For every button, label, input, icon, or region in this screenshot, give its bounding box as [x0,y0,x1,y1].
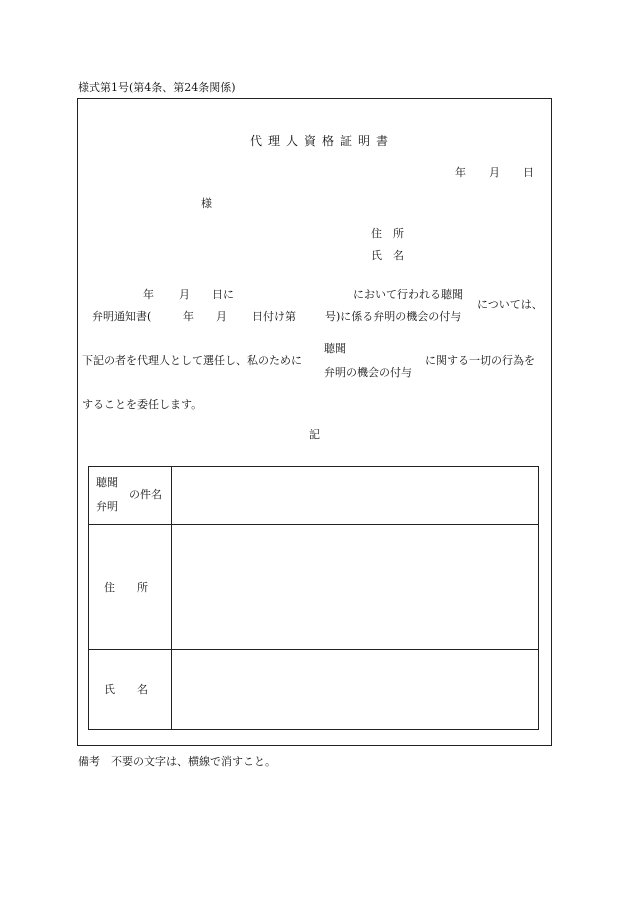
table-subject-opt1: 聴聞 [96,476,118,489]
applicant-address-label: 住 所 [371,227,404,240]
table-address-label: 住 所 [104,581,148,594]
body-line1-right: については、 [477,298,543,311]
table-row-divider [89,649,538,650]
body-line3-b: に関する一切の行為を [425,354,535,367]
date-year: 年 [455,166,466,179]
date-month: 月 [489,166,500,179]
table-subject-suffix: の件名 [129,488,162,501]
body-line3-opt1: 聴聞 [324,342,346,355]
body-line2-a: 弁明通知書( [92,310,152,323]
table-subject-opt2: 弁明 [96,500,118,513]
table-column-divider [171,467,172,729]
table-row-divider [89,524,538,525]
applicant-name-label: 氏 名 [371,249,404,262]
body-line1-year: 年 [143,288,154,301]
date-day: 日 [523,166,534,179]
body-line2-dated: 日付け第 [252,310,296,323]
remarks: 備考 不要の文字は、横線で消すこと。 [78,755,276,768]
agent-table [88,466,539,730]
body-line1-mid: において行われる聴聞 [353,288,463,301]
body-line3-opt2: 弁明の機会の付与 [324,366,412,379]
ki-heading: 記 [309,428,320,441]
body-line2-month: 月 [216,310,227,323]
table-name-label: 氏 名 [104,683,148,696]
form-label: 様式第1号(第4条、第24条関係) [78,81,236,94]
body-line4: することを委任します。 [82,398,203,411]
body-line1-month: 月 [179,288,190,301]
body-line3-a: 下記の者を代理人として選任し、私のために [82,354,302,367]
addressee-suffix: 様 [201,197,212,210]
body-line1-day: 日に [212,288,234,301]
body-line2-year: 年 [183,310,194,323]
page-title: 代理人資格証明書 [250,134,395,148]
body-line2-b: 号)に係る弁明の機会の付与 [325,310,462,323]
